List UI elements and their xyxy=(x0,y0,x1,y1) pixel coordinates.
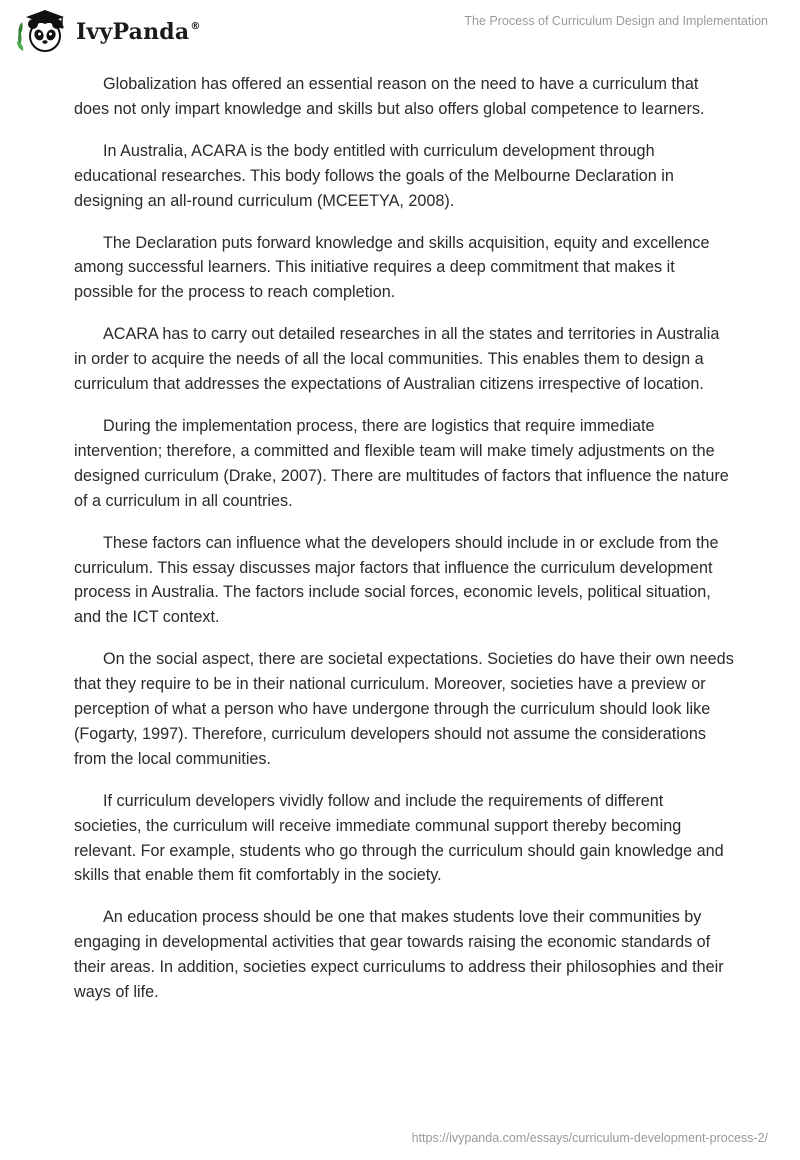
paragraph: During the implementation process, there are logistics that require immediate intervention; therefore, a committed and flexible team will make timely adjustments on the designed curriculum (Drake, 2007). There are multitudes of factors that influence the nature of a curriculum in all countries. xyxy=(74,416,729,510)
page-header xyxy=(0,0,800,64)
paragraph: On the social aspect, there are societal expectations. Societies do have their own needs that they require to be in their national curriculum. Moreover, societies have a preview or perception of what a person who have undergone through the curriculum should look like (Fogarty, 1997). Therefore, curriculum developers should not assume the considerations from the local communities. xyxy=(74,650,734,768)
essay-body xyxy=(74,72,734,1022)
paragraph: In Australia, ACARA is the body entitled with curriculum development through educational researches. This body follows the goals of the Melbourne Declaration in designing an all-round curriculum (MCEETYA, 2008). xyxy=(74,141,674,210)
paragraph: An education process should be one that makes students love their communities by engaging in developmental activities that gear towards raising the economic standards of their areas. In addition, societies expect curriculums to address their philosophies and their ways of life. xyxy=(74,908,724,1002)
document-title: The Process of Curriculum Design and Implementation xyxy=(464,14,768,28)
brand-name: IvyPanda® xyxy=(76,19,201,45)
paragraph: Globalization has offered an essential reason on the need to have a curriculum that does not only impart knowledge and skills but also offers global competence to learners. xyxy=(74,75,705,118)
source-url[interactable]: https://ivypanda.com/essays/curriculum-development-process-2/ xyxy=(411,1131,768,1145)
paragraph: ACARA has to carry out detailed researches in all the states and territories in Australia in order to acquire the needs of all the local communities. This enables them to design a curriculum that addresses the expectations of Australian citizens irrespective of location. xyxy=(74,325,720,394)
paragraph: These factors can influence what the developers should include in or exclude from the curriculum. This essay discusses major factors that influence the curriculum development process in Australia. The factors include social forces, economic levels, political situation, and the ICT context. xyxy=(74,533,719,627)
panda-graduation-cap-icon xyxy=(14,8,72,56)
paragraph: The Declaration puts forward knowledge and skills acquisition, equity and excellence among successful learners. This initiative requires a deep commitment that makes it possible for the process to reach completion. xyxy=(74,233,710,302)
ivypanda-logo[interactable] xyxy=(14,8,201,56)
registered-mark: ® xyxy=(190,20,201,32)
paragraph: If curriculum developers vividly follow and include the requirements of different societies, the curriculum will receive immediate communal support thereby becoming relevant. For example, students who go through the curriculum should gain knowledge and skills that enable them fit comfortably in the society. xyxy=(74,791,724,885)
